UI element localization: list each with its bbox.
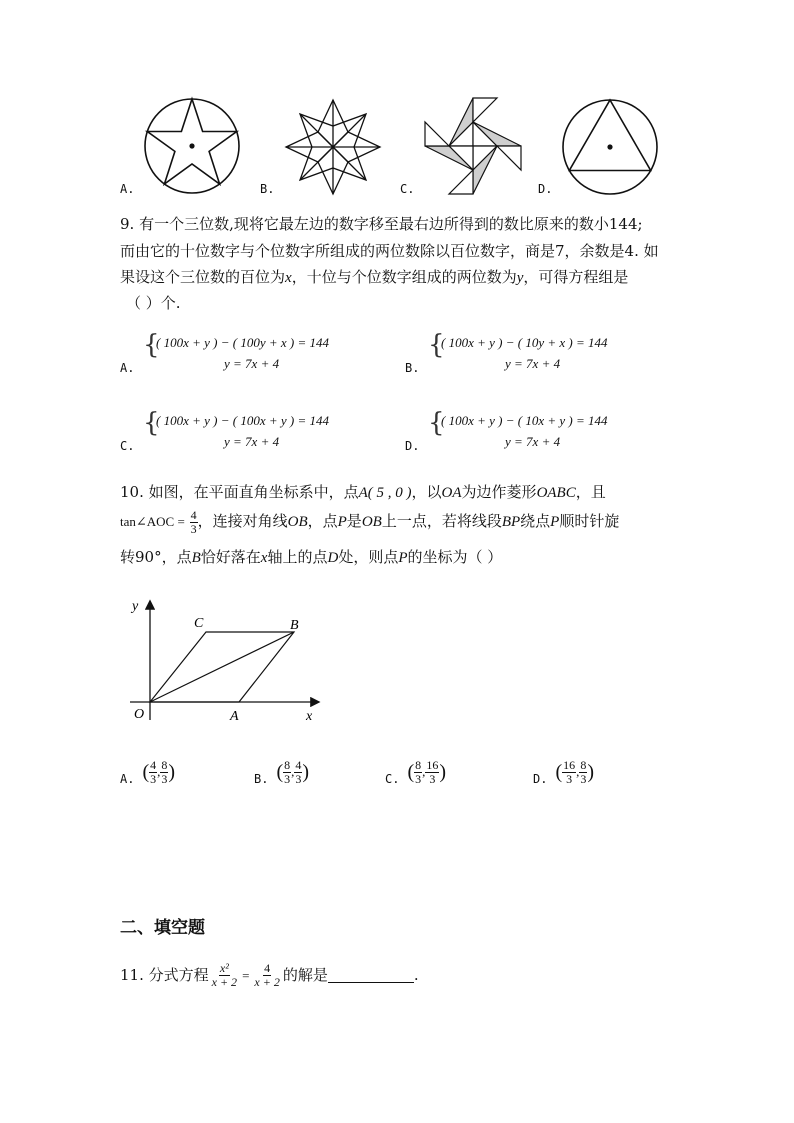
q10-line-3: 转90°，点B恰好落在x轴上的点D处，则点P的坐标为（ ） bbox=[120, 548, 503, 566]
q10-option-b[interactable]: B. ( $\frac{8}{3}$ , $\frac{4}{3}$ ) bbox=[254, 757, 310, 786]
q10-option-d[interactable]: D. ( $\frac{16}{3}$ , $\frac{8}{3}$ ) bbox=[533, 757, 595, 786]
q8-option-b-label[interactable]: B. bbox=[260, 182, 275, 196]
label-o: O bbox=[134, 707, 145, 722]
q10-line-2: tan∠AOC = $\frac{4}{3}$ ，连接对角线OB，点P是OB上一点，若将线段BP绕点P顺时针旋 bbox=[120, 508, 620, 536]
q10-line-1: 10. 如图，在平面直角坐标系中，点A( 5 , 0 )，以OA为边作菱形OABC，且 bbox=[120, 483, 606, 501]
figure-circle-star bbox=[140, 96, 244, 196]
q9-line-1: 9. 有一个三位数,现将它最左边的数字移至最右边所得到的数比原来的数小144; bbox=[120, 215, 643, 233]
brace-icon: { bbox=[143, 330, 160, 360]
section-heading-fill-in: 二、填空题 bbox=[120, 918, 205, 938]
figure-circle-triangle bbox=[560, 97, 660, 197]
q8-option-a-label[interactable]: A. bbox=[120, 182, 135, 196]
label-c: C bbox=[194, 616, 204, 631]
label-a: A bbox=[230, 709, 239, 724]
figure-eight-point-star bbox=[284, 98, 382, 196]
answer-blank[interactable] bbox=[328, 968, 414, 983]
label-x: x bbox=[306, 709, 313, 724]
rhombus-coordinate-figure bbox=[118, 592, 328, 728]
brace-icon: { bbox=[428, 330, 445, 360]
label-y: y bbox=[132, 599, 139, 614]
q10-option-c[interactable]: C. ( $\frac{8}{3}$ , $\frac{16}{3}$ ) bbox=[385, 757, 447, 786]
brace-icon: { bbox=[428, 408, 445, 438]
q8-option-d-label[interactable]: D. bbox=[538, 182, 553, 196]
diagonal-ob bbox=[150, 632, 294, 702]
brace-icon: { bbox=[143, 408, 160, 438]
q9-line-4: （ ）个. bbox=[126, 294, 181, 312]
figure-pinwheel bbox=[424, 96, 522, 196]
q9-line-2: 而由它的十位数字与个位数字所组成的两位数除以百位数字，商是7，余数是4. 如 bbox=[120, 242, 659, 260]
q11-line: 11. 分式方程 $\frac{\text{x²}}{x + 2}$ = $\frac{4}{x + 2}$ 的解是 . bbox=[120, 961, 419, 989]
label-b: B bbox=[290, 618, 299, 633]
q9-line-3: 果设这个三位数的百位为x，十位与个位数字组成的两位数为y，可得方程组是 bbox=[120, 268, 629, 286]
q8-option-c-label[interactable]: C. bbox=[400, 182, 415, 196]
q10-option-a[interactable]: A. ( $\frac{4}{3}$ , $\frac{8}{3}$ ) bbox=[120, 757, 176, 786]
